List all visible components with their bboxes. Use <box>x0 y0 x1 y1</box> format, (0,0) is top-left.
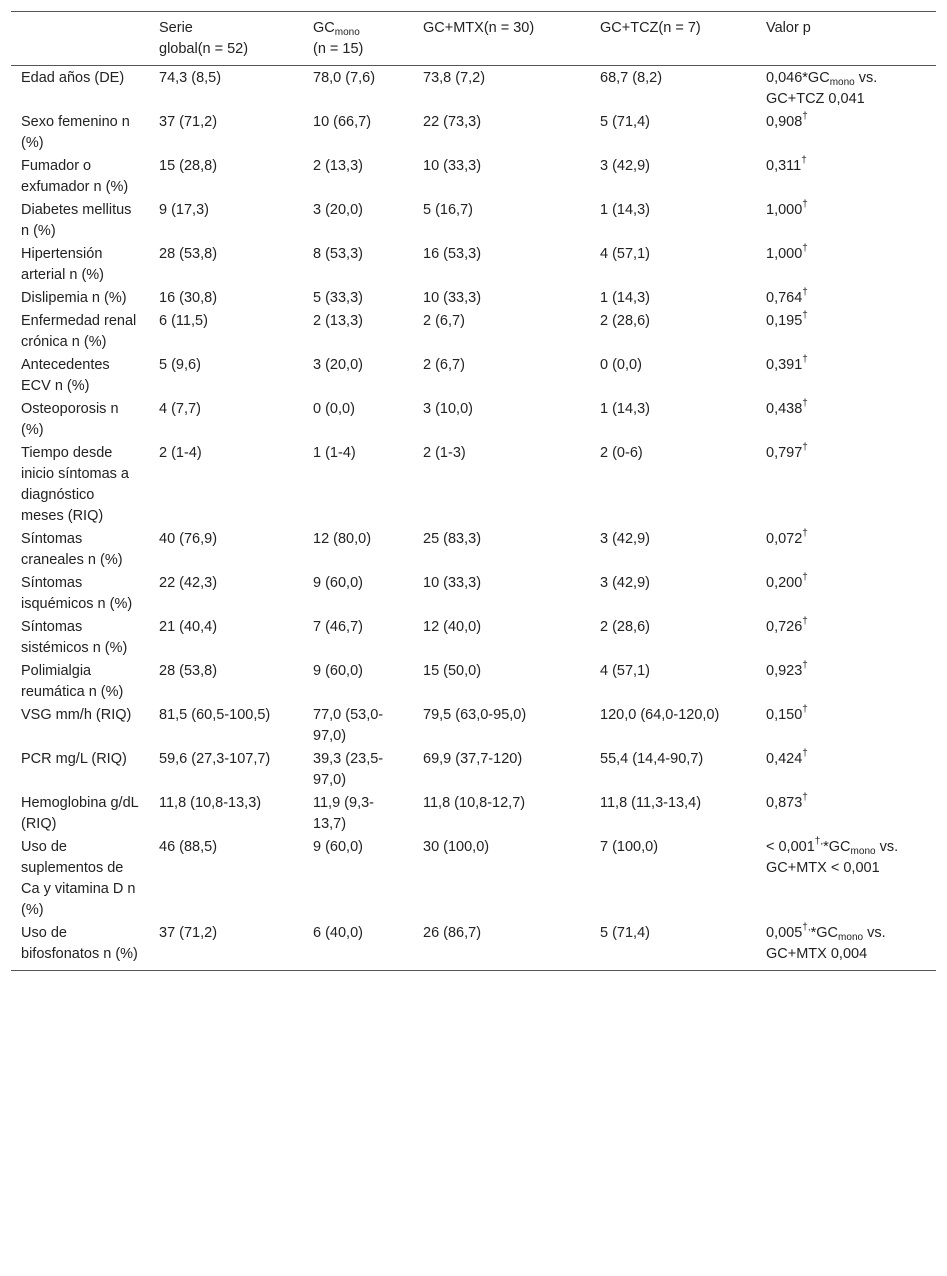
cell-gc-tcz: 1 (14,3) <box>600 290 650 306</box>
cell-gc-tcz: 2 (28,6) <box>600 313 650 329</box>
cell-gc-mtx: 2 (6,7) <box>423 357 465 373</box>
cell-gc-mtx: 15 (50,0) <box>423 663 482 679</box>
p-value-pre: 0,908 <box>766 114 803 130</box>
table-body <box>11 66 936 971</box>
p-value-pre: 0,726 <box>766 619 803 635</box>
row-label: Fumador o exfumador n (%) <box>21 158 129 195</box>
cell-serie-global: 15 (28,8) <box>159 158 218 174</box>
cell-gc-tcz: 1 (14,3) <box>600 202 650 218</box>
cell-gc-tcz: 5 (71,4) <box>600 114 650 130</box>
cell-serie-global: 16 (30,8) <box>159 290 218 306</box>
cell-gc-mono: 6 (40,0) <box>313 925 363 941</box>
cell-gc-mono: 39,3 (23,5-97,0) <box>313 751 384 788</box>
row-label: Síntomas isquémicos n (%) <box>21 575 133 612</box>
row-label: Edad años (DE) <box>21 70 125 86</box>
row-label: Síntomas sistémicos n (%) <box>21 619 128 656</box>
cell-gc-mtx: 73,8 (7,2) <box>423 70 486 86</box>
table-row <box>11 111 936 155</box>
table-header <box>11 12 936 66</box>
cell-serie-global: 59,6 (27,3-107,7) <box>159 751 271 767</box>
cell-gc-tcz: 1 (14,3) <box>600 401 650 417</box>
row-label: Dislipemia n (%) <box>21 290 127 306</box>
cell-gc-mtx: 2 (1-3) <box>423 445 466 461</box>
cell-gc-mtx: 30 (100,0) <box>423 839 490 855</box>
cell-gc-mtx: 79,5 (63,0-95,0) <box>423 707 527 723</box>
p-value-post: vs. GC+MTX 0,004 <box>766 925 886 962</box>
p-value-post: vs. GC+MTX < 0,001 <box>766 839 899 876</box>
p-value-pre: 0,797 <box>766 445 803 461</box>
p-value-pre: 0,311 <box>766 158 802 174</box>
header-serie-global <box>149 12 303 66</box>
p-value-pre: 1,000 <box>766 202 803 218</box>
cell-valor-p <box>756 111 936 155</box>
row-label: VSG mm/h (RIQ) <box>21 707 132 723</box>
cell-serie-global: 40 (76,9) <box>159 531 218 547</box>
cell-valor-p <box>756 836 936 922</box>
p-value-pre: 0,046*GC <box>766 70 830 86</box>
cell-gc-mtx: 10 (33,3) <box>423 158 482 174</box>
p-value-mid: *GC <box>823 839 851 855</box>
p-value-pre: 0,200 <box>766 575 803 591</box>
cell-gc-mtx: 25 (83,3) <box>423 531 482 547</box>
row-label: Uso de bifosfonatos n (%) <box>21 925 138 962</box>
table-row <box>11 528 936 572</box>
cell-valor-p <box>756 572 936 616</box>
cell-gc-mtx: 69,9 (37,7-120) <box>423 751 523 767</box>
table-row <box>11 66 936 112</box>
cell-valor-p <box>756 616 936 660</box>
cell-serie-global: 37 (71,2) <box>159 925 218 941</box>
cell-gc-mono: 11,9 (9,3-13,7) <box>313 795 374 832</box>
p-value-pre: 0,072 <box>766 531 803 547</box>
header-row <box>11 12 936 66</box>
cell-gc-tcz: 68,7 (8,2) <box>600 70 663 86</box>
p-value-sub: mono <box>838 932 864 943</box>
table-container <box>11 11 936 971</box>
table-row <box>11 660 936 704</box>
table-row <box>11 792 936 836</box>
p-value-sup: † <box>802 398 808 409</box>
p-value-sup: † <box>802 243 808 254</box>
cell-gc-mono: 12 (80,0) <box>313 531 372 547</box>
cell-gc-mono: 77,0 (53,0-97,0) <box>313 707 384 744</box>
table-row <box>11 155 936 199</box>
p-value-pre: < 0,001 <box>766 839 815 855</box>
cell-gc-tcz: 120,0 (64,0-120,0) <box>600 707 720 723</box>
header-valor-p: Valor p <box>766 20 811 36</box>
row-label: Polimialgia reumática n (%) <box>21 663 124 700</box>
cell-gc-tcz: 2 (28,6) <box>600 619 650 635</box>
table-row <box>11 704 936 748</box>
p-value-sup: † <box>802 528 808 539</box>
p-value-pre: 0,005 <box>766 925 803 941</box>
cell-gc-mono: 3 (20,0) <box>313 202 363 218</box>
cell-gc-tcz: 11,8 (11,3-13,4) <box>600 795 702 811</box>
cell-valor-p <box>756 155 936 199</box>
cell-gc-tcz: 3 (42,9) <box>600 531 650 547</box>
p-value-sup: † <box>802 287 808 298</box>
cell-serie-global: 46 (88,5) <box>159 839 218 855</box>
cell-gc-mono: 1 (1-4) <box>313 445 356 461</box>
p-value-sup: † <box>802 310 808 321</box>
cell-gc-mono: 0 (0,0) <box>313 401 355 417</box>
cell-valor-p <box>756 310 936 354</box>
cell-gc-mono: 9 (60,0) <box>313 663 363 679</box>
cell-gc-mono: 8 (53,3) <box>313 246 363 262</box>
header-gcmono-sub: mono <box>334 27 360 38</box>
cell-gc-mtx: 11,8 (10,8-12,7) <box>423 795 526 811</box>
header-empty <box>11 12 149 66</box>
cell-gc-mono: 5 (33,3) <box>313 290 363 306</box>
cell-valor-p <box>756 398 936 442</box>
cell-gc-mono: 78,0 (7,6) <box>313 70 376 86</box>
cell-valor-p <box>756 792 936 836</box>
p-value-sup: † <box>802 660 808 671</box>
cell-serie-global: 21 (40,4) <box>159 619 218 635</box>
cell-gc-mtx: 10 (33,3) <box>423 575 482 591</box>
p-value-sup: †, <box>802 922 811 933</box>
p-value-pre: 0,150 <box>766 707 803 723</box>
table-row <box>11 836 936 922</box>
p-value-pre: 0,923 <box>766 663 803 679</box>
p-value-pre: 0,424 <box>766 751 803 767</box>
header-serie-line1: Serie <box>159 20 193 36</box>
table-row <box>11 310 936 354</box>
cell-gc-tcz: 2 (0-6) <box>600 445 643 461</box>
cell-gc-mtx: 26 (86,7) <box>423 925 482 941</box>
p-value-sup: † <box>802 354 808 365</box>
table-row <box>11 616 936 660</box>
table-row <box>11 442 936 528</box>
row-label: Tiempo desde inicio síntomas a diagnóstico meses (RIQ) <box>21 445 129 524</box>
cell-gc-mtx: 2 (6,7) <box>423 313 465 329</box>
p-value-sup: † <box>802 199 808 210</box>
cell-gc-tcz: 0 (0,0) <box>600 357 642 373</box>
row-label: PCR mg/L (RIQ) <box>21 751 127 767</box>
header-gcmono-line2: (n = 15) <box>313 41 364 57</box>
cell-serie-global: 4 (7,7) <box>159 401 201 417</box>
p-value-sup: † <box>802 704 808 715</box>
p-value-pre: 1,000 <box>766 246 803 262</box>
cell-valor-p <box>756 354 936 398</box>
cell-gc-mtx: 12 (40,0) <box>423 619 482 635</box>
p-value-pre: 0,764 <box>766 290 803 306</box>
cell-gc-mtx: 5 (16,7) <box>423 202 473 218</box>
p-value-sup: † <box>802 111 808 122</box>
cell-gc-mtx: 22 (73,3) <box>423 114 482 130</box>
cell-gc-mtx: 16 (53,3) <box>423 246 482 262</box>
row-label: Diabetes mellitus n (%) <box>21 202 132 239</box>
cell-valor-p <box>756 442 936 528</box>
cell-valor-p <box>756 748 936 792</box>
cell-serie-global: 5 (9,6) <box>159 357 201 373</box>
p-value-pre: 0,873 <box>766 795 803 811</box>
cell-serie-global: 6 (11,5) <box>159 313 208 329</box>
cell-serie-global: 81,5 (60,5-100,5) <box>159 707 271 723</box>
row-label: Sexo femenino n (%) <box>21 114 130 151</box>
table-row <box>11 243 936 287</box>
cell-serie-global: 2 (1-4) <box>159 445 202 461</box>
row-label: Síntomas craneales n (%) <box>21 531 123 568</box>
row-label: Antecedentes ECV n (%) <box>21 357 110 394</box>
cell-gc-tcz: 7 (100,0) <box>600 839 659 855</box>
cell-gc-mtx: 10 (33,3) <box>423 290 482 306</box>
cell-valor-p <box>756 243 936 287</box>
p-value-sup: † <box>802 792 808 803</box>
cell-serie-global: 22 (42,3) <box>159 575 218 591</box>
row-label: Hemoglobina g/dL (RIQ) <box>21 795 139 832</box>
cell-gc-tcz: 55,4 (14,4-90,7) <box>600 751 704 767</box>
p-value-pre: 0,438 <box>766 401 803 417</box>
cell-gc-mono: 7 (46,7) <box>313 619 363 635</box>
cell-valor-p <box>756 199 936 243</box>
characteristics-table <box>11 11 936 971</box>
cell-gc-mtx: 3 (10,0) <box>423 401 473 417</box>
cell-valor-p <box>756 66 936 112</box>
cell-serie-global: 37 (71,2) <box>159 114 218 130</box>
header-serie-line2: global(n = 52) <box>159 41 249 57</box>
cell-gc-tcz: 4 (57,1) <box>600 663 650 679</box>
header-gc-mtx: GC+MTX(n = 30) <box>423 20 535 36</box>
p-value-mid: *GC <box>810 925 839 941</box>
cell-serie-global: 74,3 (8,5) <box>159 70 222 86</box>
cell-gc-tcz: 3 (42,9) <box>600 158 650 174</box>
p-value-sub: mono <box>829 77 855 88</box>
p-value-pre: 0,391 <box>766 357 803 373</box>
cell-serie-global: 11,8 (10,8-13,3) <box>159 795 262 811</box>
cell-valor-p <box>756 287 936 310</box>
cell-valor-p <box>756 660 936 704</box>
table-row <box>11 199 936 243</box>
cell-serie-global: 9 (17,3) <box>159 202 209 218</box>
cell-gc-mono: 9 (60,0) <box>313 839 363 855</box>
row-label: Enfermedad renal crónica n (%) <box>21 313 137 350</box>
cell-gc-mono: 2 (13,3) <box>313 313 363 329</box>
table-row <box>11 922 936 971</box>
row-label: Uso de suplementos de Ca y vitamina D n (%) <box>21 839 136 918</box>
p-value-pre: 0,195 <box>766 313 803 329</box>
table-row <box>11 287 936 310</box>
table-row <box>11 748 936 792</box>
cell-gc-mono: 2 (13,3) <box>313 158 363 174</box>
p-value-sup: † <box>801 155 807 166</box>
cell-valor-p <box>756 922 936 971</box>
p-value-sup: † <box>802 572 808 583</box>
header-gc-tcz: GC+TCZ(n = 7) <box>600 20 701 36</box>
cell-serie-global: 28 (53,8) <box>159 663 218 679</box>
p-value-sup: † <box>802 616 808 627</box>
table-row <box>11 572 936 616</box>
table-row <box>11 398 936 442</box>
table-row <box>11 354 936 398</box>
row-label: Osteoporosis n (%) <box>21 401 119 438</box>
p-value-sub: mono <box>850 846 876 857</box>
cell-gc-mono: 9 (60,0) <box>313 575 363 591</box>
p-value-post: vs. GC+TCZ 0,041 <box>766 70 878 107</box>
cell-gc-mono: 10 (66,7) <box>313 114 372 130</box>
header-gc-mono <box>303 12 413 66</box>
p-value-sup: † <box>802 748 808 759</box>
cell-serie-global: 28 (53,8) <box>159 246 218 262</box>
cell-gc-tcz: 3 (42,9) <box>600 575 650 591</box>
cell-valor-p <box>756 528 936 572</box>
p-value-sup: † <box>802 442 808 453</box>
header-gcmono-line1: GC <box>313 20 335 36</box>
cell-valor-p <box>756 704 936 748</box>
cell-gc-mono: 3 (20,0) <box>313 357 363 373</box>
cell-gc-tcz: 5 (71,4) <box>600 925 650 941</box>
cell-gc-tcz: 4 (57,1) <box>600 246 650 262</box>
p-value-sup: †, <box>814 836 824 847</box>
row-label: Hipertensión arterial n (%) <box>21 246 104 283</box>
